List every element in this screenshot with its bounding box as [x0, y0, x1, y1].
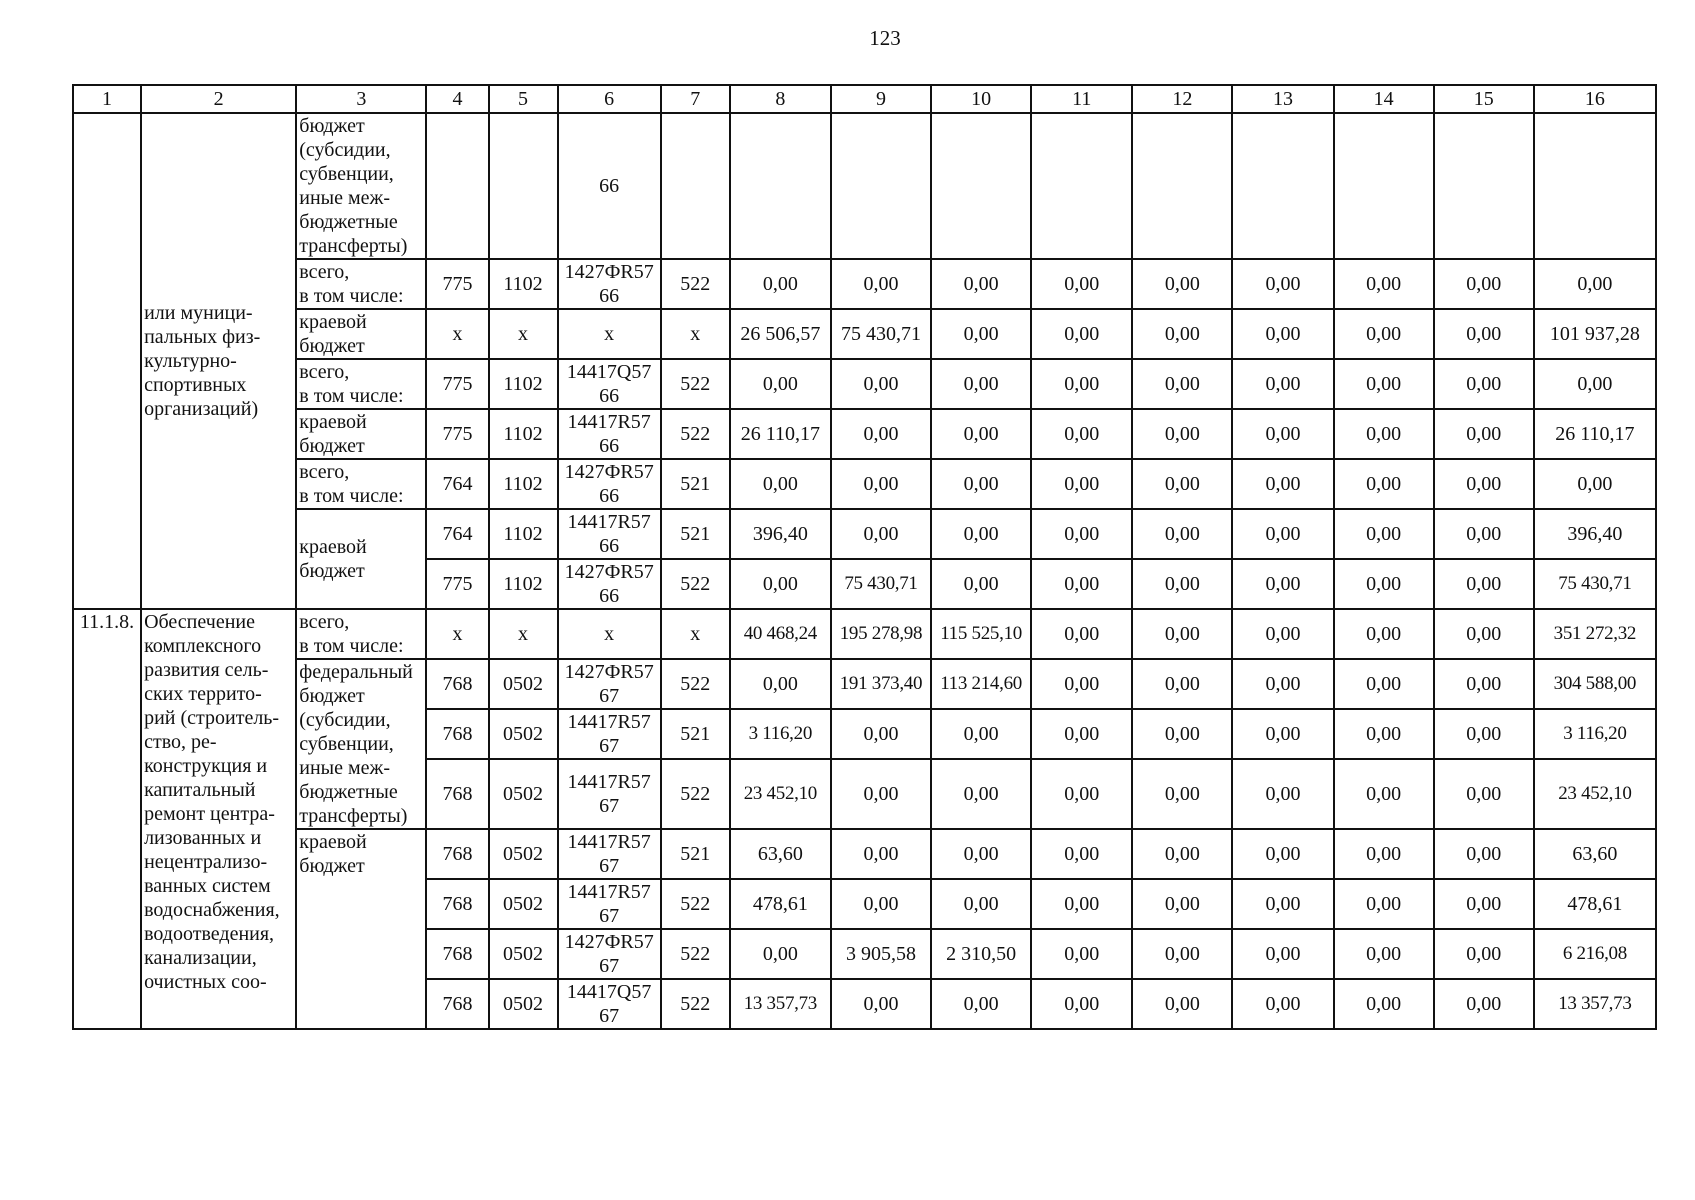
- cell-code: 14417R57 67: [558, 709, 661, 759]
- header-col-16: 16: [1534, 85, 1656, 113]
- value-col-11: 0,00: [1031, 509, 1132, 559]
- header-col-1: 1: [73, 85, 141, 113]
- value-col-12: 0,00: [1132, 709, 1232, 759]
- funding-label: бюджет (субсидии, субвенции, иные меж- бюджетные трансферты): [296, 113, 426, 259]
- value-col-11: 0,00: [1031, 759, 1132, 829]
- value-col-15: 0,00: [1434, 609, 1534, 659]
- value-col-13: 0,00: [1232, 659, 1333, 709]
- header-col-12: 12: [1132, 85, 1232, 113]
- cell-c4: 775: [426, 359, 488, 409]
- cell-c1: [73, 113, 141, 609]
- value-col-10: 0,00: [931, 509, 1031, 559]
- value-col-8: 0,00: [730, 659, 831, 709]
- value-col-15: 0,00: [1434, 409, 1534, 459]
- value-col-9: 0,00: [831, 459, 931, 509]
- value-col-16: 6 216,08: [1534, 929, 1656, 979]
- cell-code: 14417R57 66: [558, 509, 661, 559]
- cell-code: 1427ФR57 66: [558, 459, 661, 509]
- value-col-14: 0,00: [1334, 259, 1434, 309]
- cell-c5: 0502: [489, 709, 558, 759]
- table-cell: [426, 113, 488, 259]
- value-col-12: 0,00: [1132, 979, 1232, 1029]
- value-col-8: 396,40: [730, 509, 831, 559]
- value-col-15: 0,00: [1434, 759, 1534, 829]
- value-col-12: 0,00: [1132, 459, 1232, 509]
- value-col-11: 0,00: [1031, 559, 1132, 609]
- cell-code: 66: [558, 113, 661, 259]
- cell-c7: 522: [661, 979, 730, 1029]
- page-number: 123: [869, 26, 901, 50]
- value-col-8: 0,00: [730, 559, 831, 609]
- funding-label: федеральный бюджет (субсидии, субвенции, иные меж- бюджетные трансферты): [296, 659, 426, 829]
- cell-c7: 522: [661, 559, 730, 609]
- cell-code: 1427ФR57 66: [558, 259, 661, 309]
- cell-c7: 522: [661, 759, 730, 829]
- value-col-16: 304 588,00: [1534, 659, 1656, 709]
- value-col-14: 0,00: [1334, 409, 1434, 459]
- cell-c5: 0502: [489, 979, 558, 1029]
- value-col-15: 0,00: [1434, 559, 1534, 609]
- cell-c4: 768: [426, 879, 488, 929]
- value-col-9: 0,00: [831, 509, 931, 559]
- cell-c4: 764: [426, 509, 488, 559]
- table-row: [73, 509, 1656, 559]
- table-cell: [931, 113, 1031, 259]
- value-col-14: 0,00: [1334, 509, 1434, 559]
- funding-label: краевой бюджет: [296, 309, 426, 359]
- value-col-14: 0,00: [1334, 929, 1434, 979]
- cell-c5: x: [489, 609, 558, 659]
- value-col-14: 0,00: [1334, 459, 1434, 509]
- table-row: [73, 829, 1656, 879]
- value-col-14: 0,00: [1334, 979, 1434, 1029]
- budget-table: [72, 84, 1657, 1030]
- value-col-15: 0,00: [1434, 879, 1534, 929]
- value-col-14: 0,00: [1334, 309, 1434, 359]
- value-col-13: 0,00: [1232, 929, 1333, 979]
- value-col-13: 0,00: [1232, 609, 1333, 659]
- value-col-13: 0,00: [1232, 259, 1333, 309]
- value-col-16: 26 110,17: [1534, 409, 1656, 459]
- value-col-9: 195 278,98: [831, 609, 931, 659]
- value-col-10: 0,00: [931, 879, 1031, 929]
- value-col-10: 0,00: [931, 459, 1031, 509]
- value-col-13: 0,00: [1232, 409, 1333, 459]
- header-col-4: 4: [426, 85, 488, 113]
- cell-c4: 768: [426, 829, 488, 879]
- value-col-8: 0,00: [730, 459, 831, 509]
- funding-label: краевой бюджет: [296, 509, 426, 609]
- cell-c5: 0502: [489, 659, 558, 709]
- funding-label: краевой бюджет: [296, 409, 426, 459]
- value-col-15: 0,00: [1434, 929, 1534, 979]
- cell-code: x: [558, 309, 661, 359]
- value-col-10: 0,00: [931, 709, 1031, 759]
- cell-c7: 522: [661, 409, 730, 459]
- table-cell: [489, 113, 558, 259]
- table-row: [73, 609, 1656, 659]
- header-col-14: 14: [1334, 85, 1434, 113]
- value-col-14: 0,00: [1334, 659, 1434, 709]
- value-col-11: 0,00: [1031, 459, 1132, 509]
- table-row: [73, 113, 1656, 259]
- table-cell: [1534, 113, 1656, 259]
- header-col-2: 2: [141, 85, 296, 113]
- value-col-14: 0,00: [1334, 709, 1434, 759]
- header-col-11: 11: [1031, 85, 1132, 113]
- value-col-14: 0,00: [1334, 829, 1434, 879]
- item-number: 11.1.8.: [73, 609, 141, 1029]
- cell-c7: 522: [661, 359, 730, 409]
- value-col-8: 13 357,73: [730, 979, 831, 1029]
- cell-c7: 521: [661, 709, 730, 759]
- value-col-11: 0,00: [1031, 829, 1132, 879]
- cell-c4: 768: [426, 929, 488, 979]
- cell-c5: 1102: [489, 359, 558, 409]
- cell-code: 14417R57 67: [558, 759, 661, 829]
- value-col-9: 0,00: [831, 409, 931, 459]
- value-col-9: 0,00: [831, 879, 931, 929]
- value-col-12: 0,00: [1132, 409, 1232, 459]
- value-col-14: 0,00: [1334, 609, 1434, 659]
- value-col-9: 0,00: [831, 759, 931, 829]
- header-col-7: 7: [661, 85, 730, 113]
- table-cell: [1334, 113, 1434, 259]
- value-col-9: 75 430,71: [831, 309, 931, 359]
- value-col-11: 0,00: [1031, 709, 1132, 759]
- header-col-15: 15: [1434, 85, 1534, 113]
- cell-code: 1427ФR57 66: [558, 559, 661, 609]
- value-col-16: 0,00: [1534, 359, 1656, 409]
- value-col-11: 0,00: [1031, 659, 1132, 709]
- value-col-8: 26 506,57: [730, 309, 831, 359]
- cell-code: x: [558, 609, 661, 659]
- value-col-16: 13 357,73: [1534, 979, 1656, 1029]
- value-col-13: 0,00: [1232, 509, 1333, 559]
- cell-c5: 0502: [489, 879, 558, 929]
- value-col-10: 0,00: [931, 259, 1031, 309]
- value-col-11: 0,00: [1031, 879, 1132, 929]
- value-col-13: 0,00: [1232, 759, 1333, 829]
- value-col-16: 3 116,20: [1534, 709, 1656, 759]
- value-col-8: 63,60: [730, 829, 831, 879]
- value-col-10: 113 214,60: [931, 659, 1031, 709]
- value-col-10: 0,00: [931, 309, 1031, 359]
- cell-c7: x: [661, 609, 730, 659]
- value-col-9: 3 905,58: [831, 929, 931, 979]
- cell-c4: 775: [426, 409, 488, 459]
- value-col-13: 0,00: [1232, 829, 1333, 879]
- cell-c7: 522: [661, 929, 730, 979]
- value-col-9: 0,00: [831, 359, 931, 409]
- value-col-16: 75 430,71: [1534, 559, 1656, 609]
- cell-c4: 768: [426, 979, 488, 1029]
- value-col-15: 0,00: [1434, 829, 1534, 879]
- value-col-8: 26 110,17: [730, 409, 831, 459]
- value-col-9: 0,00: [831, 829, 931, 879]
- value-col-16: 23 452,10: [1534, 759, 1656, 829]
- cell-code: 1427ФR57 67: [558, 929, 661, 979]
- cell-c7: x: [661, 309, 730, 359]
- table-row: [73, 359, 1656, 409]
- value-col-13: 0,00: [1232, 309, 1333, 359]
- value-col-16: 396,40: [1534, 509, 1656, 559]
- value-col-8: 0,00: [730, 259, 831, 309]
- table-row: [73, 459, 1656, 509]
- value-col-15: 0,00: [1434, 309, 1534, 359]
- funding-label: всего, в том числе:: [296, 459, 426, 509]
- table-cell: [730, 113, 831, 259]
- funding-label: всего, в том числе:: [296, 359, 426, 409]
- cell-c4: 768: [426, 759, 488, 829]
- value-col-14: 0,00: [1334, 759, 1434, 829]
- table-cell: [661, 113, 730, 259]
- value-col-13: 0,00: [1232, 459, 1333, 509]
- header-col-9: 9: [831, 85, 931, 113]
- value-col-14: 0,00: [1334, 559, 1434, 609]
- value-col-12: 0,00: [1132, 509, 1232, 559]
- table-row: [73, 309, 1656, 359]
- funding-label: всего, в том числе:: [296, 609, 426, 659]
- value-col-10: 2 310,50: [931, 929, 1031, 979]
- value-col-10: 0,00: [931, 559, 1031, 609]
- item-label: Обеспечение комплексного развития сель- ских террито- рий (строитель- ство, ре- конструкция и капитальный ремонт центра- лизованных и нецентрализо- ванных систем водоснабжения, водоотведения, канализации, очистных соо-: [141, 609, 296, 1029]
- value-col-12: 0,00: [1132, 359, 1232, 409]
- value-col-12: 0,00: [1132, 829, 1232, 879]
- table-cell: [1031, 113, 1132, 259]
- cell-c7: 521: [661, 509, 730, 559]
- cell-code: 14417R57 66: [558, 409, 661, 459]
- value-col-15: 0,00: [1434, 709, 1534, 759]
- table-cell: [831, 113, 931, 259]
- value-col-10: 0,00: [931, 409, 1031, 459]
- funding-label: краевой бюджет: [296, 829, 426, 1029]
- header-col-8: 8: [730, 85, 831, 113]
- cell-c4: 775: [426, 559, 488, 609]
- value-col-16: 478,61: [1534, 879, 1656, 929]
- table-cell: [1232, 113, 1333, 259]
- value-col-8: 23 452,10: [730, 759, 831, 829]
- header-col-3: 3: [296, 85, 426, 113]
- cell-c7: 521: [661, 459, 730, 509]
- value-col-11: 0,00: [1031, 609, 1132, 659]
- value-col-12: 0,00: [1132, 609, 1232, 659]
- value-col-8: 3 116,20: [730, 709, 831, 759]
- cell-c5: 1102: [489, 409, 558, 459]
- cell-c5: 1102: [489, 259, 558, 309]
- cell-c4: x: [426, 309, 488, 359]
- cell-c4: 764: [426, 459, 488, 509]
- item-label: или муници- пальных физ- культурно- спортивных организаций): [141, 113, 296, 609]
- value-col-13: 0,00: [1232, 879, 1333, 929]
- header-col-5: 5: [489, 85, 558, 113]
- value-col-15: 0,00: [1434, 259, 1534, 309]
- value-col-15: 0,00: [1434, 359, 1534, 409]
- header-col-13: 13: [1232, 85, 1333, 113]
- value-col-13: 0,00: [1232, 709, 1333, 759]
- table-row: [73, 659, 1656, 709]
- value-col-15: 0,00: [1434, 979, 1534, 1029]
- cell-c4: 768: [426, 709, 488, 759]
- value-col-10: 0,00: [931, 759, 1031, 829]
- value-col-10: 0,00: [931, 979, 1031, 1029]
- cell-c5: 1102: [489, 509, 558, 559]
- value-col-10: 0,00: [931, 829, 1031, 879]
- header-col-10: 10: [931, 85, 1031, 113]
- value-col-11: 0,00: [1031, 929, 1132, 979]
- value-col-8: 0,00: [730, 359, 831, 409]
- cell-c4: 768: [426, 659, 488, 709]
- value-col-12: 0,00: [1132, 309, 1232, 359]
- cell-code: 14417R57 67: [558, 829, 661, 879]
- value-col-14: 0,00: [1334, 359, 1434, 409]
- cell-code: 14417Q57 66: [558, 359, 661, 409]
- value-col-13: 0,00: [1232, 359, 1333, 409]
- value-col-16: 351 272,32: [1534, 609, 1656, 659]
- value-col-14: 0,00: [1334, 879, 1434, 929]
- cell-c5: 1102: [489, 559, 558, 609]
- value-col-9: 0,00: [831, 259, 931, 309]
- cell-c5: 0502: [489, 929, 558, 979]
- cell-c7: 522: [661, 659, 730, 709]
- cell-code: 1427ФR57 67: [558, 659, 661, 709]
- cell-c7: 522: [661, 879, 730, 929]
- value-col-8: 40 468,24: [730, 609, 831, 659]
- funding-label: всего, в том числе:: [296, 259, 426, 309]
- table-cell: [1434, 113, 1534, 259]
- value-col-16: 101 937,28: [1534, 309, 1656, 359]
- value-col-16: 0,00: [1534, 259, 1656, 309]
- value-col-15: 0,00: [1434, 459, 1534, 509]
- header-col-6: 6: [558, 85, 661, 113]
- table-row: [73, 409, 1656, 459]
- value-col-11: 0,00: [1031, 309, 1132, 359]
- value-col-9: 75 430,71: [831, 559, 931, 609]
- table-cell: [1132, 113, 1232, 259]
- value-col-12: 0,00: [1132, 929, 1232, 979]
- value-col-9: 191 373,40: [831, 659, 931, 709]
- value-col-10: 0,00: [931, 359, 1031, 409]
- cell-c5: 0502: [489, 829, 558, 879]
- value-col-11: 0,00: [1031, 359, 1132, 409]
- cell-c5: 0502: [489, 759, 558, 829]
- value-col-16: 0,00: [1534, 459, 1656, 509]
- cell-c5: x: [489, 309, 558, 359]
- header-row: [73, 85, 1656, 113]
- value-col-13: 0,00: [1232, 559, 1333, 609]
- value-col-11: 0,00: [1031, 409, 1132, 459]
- table-row: [73, 259, 1656, 309]
- value-col-12: 0,00: [1132, 759, 1232, 829]
- value-col-9: 0,00: [831, 709, 931, 759]
- value-col-10: 115 525,10: [931, 609, 1031, 659]
- value-col-12: 0,00: [1132, 559, 1232, 609]
- value-col-11: 0,00: [1031, 979, 1132, 1029]
- value-col-8: 0,00: [730, 929, 831, 979]
- value-col-12: 0,00: [1132, 879, 1232, 929]
- value-col-13: 0,00: [1232, 979, 1333, 1029]
- cell-c7: 521: [661, 829, 730, 879]
- value-col-12: 0,00: [1132, 259, 1232, 309]
- cell-c4: x: [426, 609, 488, 659]
- cell-code: 14417Q57 67: [558, 979, 661, 1029]
- value-col-16: 63,60: [1534, 829, 1656, 879]
- cell-c4: 775: [426, 259, 488, 309]
- value-col-11: 0,00: [1031, 259, 1132, 309]
- value-col-15: 0,00: [1434, 509, 1534, 559]
- value-col-12: 0,00: [1132, 659, 1232, 709]
- value-col-9: 0,00: [831, 979, 931, 1029]
- cell-c7: 522: [661, 259, 730, 309]
- cell-code: 14417R57 67: [558, 879, 661, 929]
- value-col-8: 478,61: [730, 879, 831, 929]
- value-col-15: 0,00: [1434, 659, 1534, 709]
- cell-c5: 1102: [489, 459, 558, 509]
